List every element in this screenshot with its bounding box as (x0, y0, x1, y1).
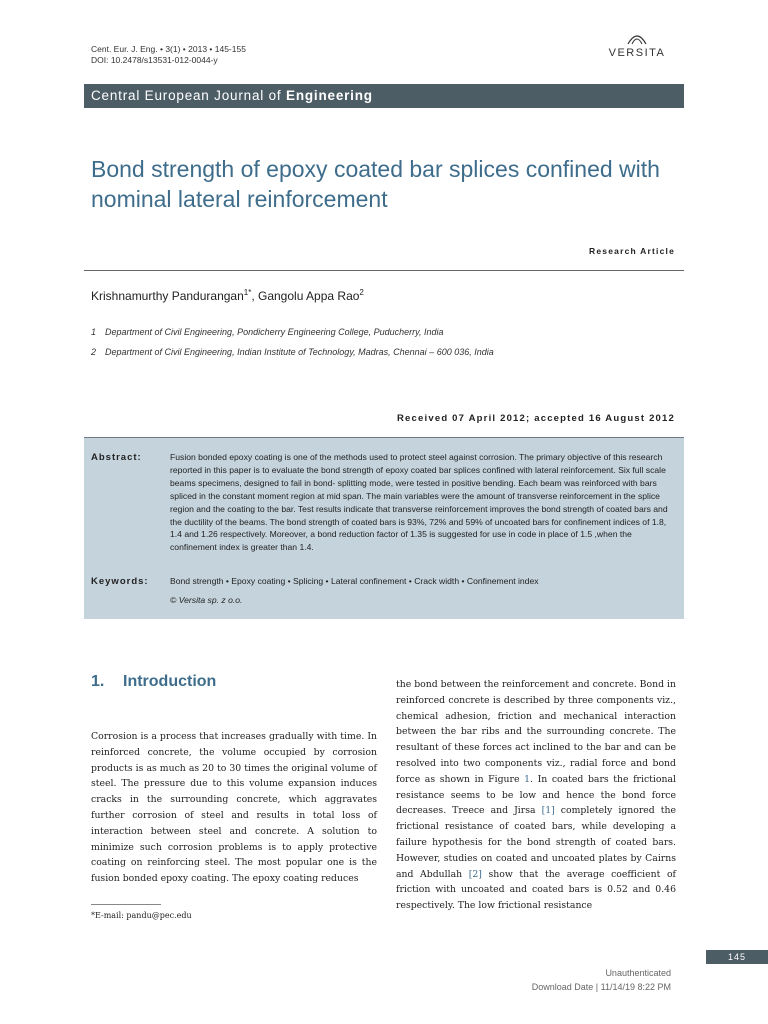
page-number: 145 (706, 950, 768, 964)
affiliation-number: 1 (91, 327, 97, 337)
body-text: show that the average coefficient of friction with uncoated and coated bars is 0.52 and 0.46 respectively. The low frictional resistance (396, 868, 676, 912)
received-date: Received 07 April 2012; accepted 16 August 2012 (397, 413, 675, 424)
affiliation-text: Department of Civil Engineering, Pondicherry Engineering College, Puducherry, India (105, 327, 444, 337)
copyright: © Versita sp. z o.o. (170, 595, 243, 605)
citation-ref-link[interactable]: [2] (468, 868, 482, 880)
body-right-column (396, 677, 676, 914)
abstract-label: Abstract: (91, 452, 142, 463)
affiliation-1 (91, 327, 444, 337)
keywords-text: Bond strength • Epoxy coating • Splicing • Lateral confinement • Crack width • Confinement index (170, 576, 539, 586)
section-heading (91, 673, 216, 691)
author-1-affil: 1* (243, 288, 252, 297)
affiliation-2 (91, 347, 494, 357)
affiliation-text: Department of Civil Engineering, Indian Institute of Technology, Madras, Chennai – 600 036, India (105, 347, 494, 357)
footnote: *E-mail: pandu@pec.edu (91, 911, 192, 920)
body-left-column: Corrosion is a process that increases gradually with time. In reinforced concrete, the volume occupied by corrosion products is as much as 20 to 30 times the original volume of steel. The pressure due to this volume expansion induces cracks in the surrounding concrete, which aggravates further corrosion of steel and results in total loss of interaction between steel and concrete. A solution to minimize such corrosion problems is to apply protective coating on reinforcing steel. The most popular one is the fusion bonded epoxy coating. The epoxy coating reduces (91, 731, 377, 885)
journal-name-prefix: Central European Journal of (91, 88, 287, 103)
article-title: Bond strength of epoxy coated bar splices confined with nominal lateral reinforcement (91, 156, 660, 212)
author-2-affil: 2 (359, 288, 364, 297)
citation-doi: DOI: 10.2478/s13531-012-0044-y (91, 55, 218, 65)
journal-name-emphasis: Engineering (286, 88, 373, 103)
keywords-label: Keywords: (91, 576, 149, 587)
logo-arc-icon (626, 32, 648, 46)
author-1: Krishnamurthy Pandurangan (91, 289, 244, 303)
body-text: the bond between the reinforcement and concrete. Bond in reinforced concrete is described by three components viz., chemical adhesion, friction and mechanical interaction between the bar ribs and the surrounding concrete. The resultant of these forces act inclined to the bar and can be resolved into two components viz., radial force and bond force as shown in Figure (396, 679, 676, 785)
abstract-text: Fusion bonded epoxy coating is one of the methods used to protect steel against corrosion. The primary objective of this research reported in this paper is to evaluate the bond strength of epoxy coated bar splices confined with lateral reinforcement. Six full scale beams specimens, designed to fail in bond- splitting mode, were tested in positive bending. Each beam was reinforced with bars spliced in the constant moment region at mid span. The main variables were the amount of transverse reinforcement in the splice region and the coating to the bar. Test results indicate that transverse reinforcement improves the bond strength of coated bars and the ductility of the beams. The bond strength of coated bars is 93%, 72% and 59% of uncoated bars for confinement indices of 1.8, 1.4 and 1.26 respectively. Moreover, a bond reduction factor of 1.35 is suggested for use in code in place of 1.5 ,when the confinement index is greater than 1.4. (170, 452, 668, 553)
figure-ref-link[interactable]: 1 (524, 773, 531, 785)
download-date: Download Date | 11/14/19 8:22 PM (531, 982, 671, 992)
abstract-box (84, 437, 684, 619)
journal-band (84, 84, 684, 108)
section-title: Introduction (123, 673, 217, 690)
logo-text: VERSITA (608, 47, 666, 59)
footnote-divider (91, 904, 161, 905)
author-separator: , (251, 289, 258, 303)
title-divider (84, 270, 684, 271)
author-2: Gangolu Appa Rao (258, 289, 360, 303)
body-text: completely ignored the frictional resistance of coated bars, while developing a failure hypothesis for the bond strength of coated bars. However, studies on coated and uncoated plates by Cairns and Abdullah (396, 805, 676, 880)
publisher-logo (604, 32, 670, 62)
article-type: Research Article (589, 246, 675, 256)
journal-name (91, 88, 373, 103)
body-text: . In coated bars the frictional resistance seems to be low and hence the bond force decreases. Treece and Jirsa (396, 773, 676, 817)
unauthenticated-label: Unauthenticated (605, 968, 671, 978)
citation (91, 44, 246, 66)
authors (91, 288, 364, 303)
citation-journal: Cent. Eur. J. Eng. • 3(1) • 2013 • 145-155 (91, 44, 246, 54)
affiliation-number: 2 (91, 347, 97, 357)
citation-ref-link[interactable]: [1] (541, 805, 555, 817)
section-number: 1. (91, 673, 105, 690)
